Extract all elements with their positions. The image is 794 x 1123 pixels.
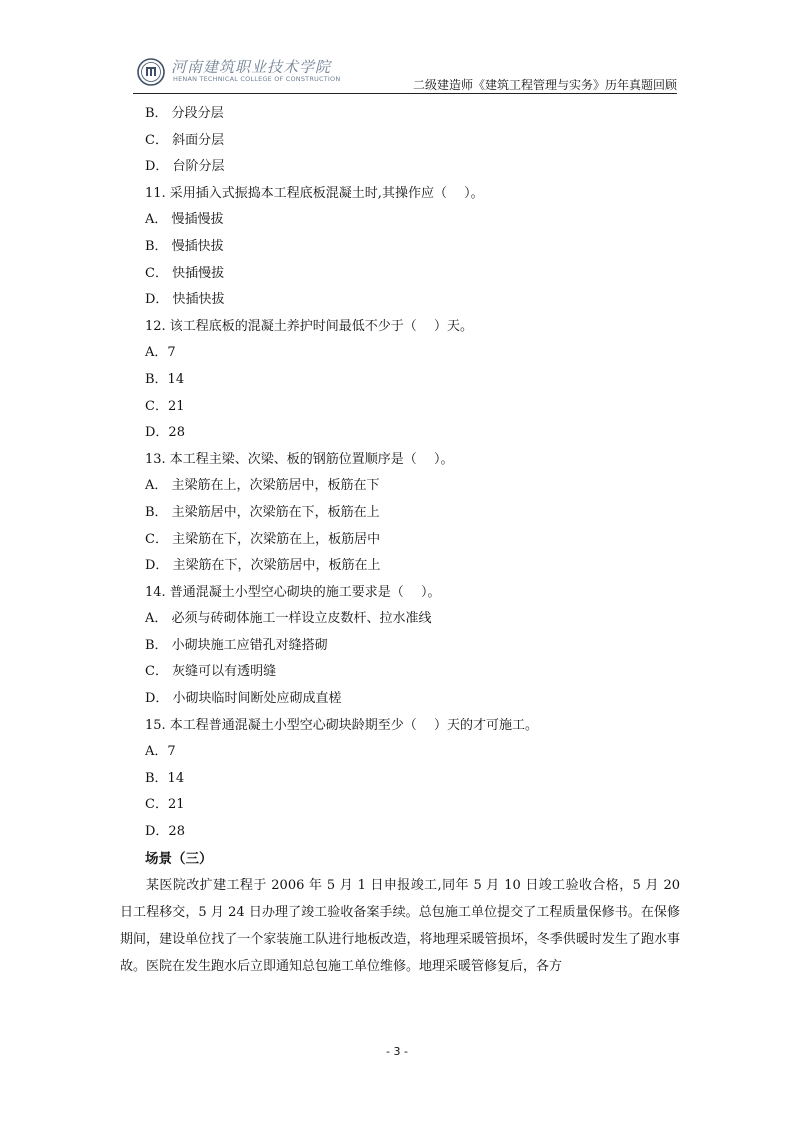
question-11: 11. 采用插入式振捣本工程底板混凝土时,其操作应（ ）。 — [145, 185, 484, 201]
paragraph-text: 某医院改扩建工程于 2006 年 5 月 1 日申报竣工,同年 5 月 10 日竣工验收合格，5 月 20 日工程移交，5 月 24 日办理了竣工验收备案手续。总包施工单位提交了工程质量保修书。在保修期间，建设单位找了一个家装施工队进行地板改造，将地理采暖管损坏，冬季供暖时发生了跑水事故。医院在发生跑水后立即通知总包施工单位维修。地理采暖管修复后，各方 — [120, 878, 680, 974]
option-line: B． 主梁筋居中，次梁筋在下，板筋在上 — [145, 504, 380, 520]
option-line: B． 分段分层 — [145, 106, 224, 121]
option-line: D． 主梁筋在下，次梁筋居中，板筋在上 — [145, 558, 381, 574]
option-line: B． 小砌块施工应错孔对缝搭砌 — [145, 637, 328, 653]
document-title: 二级建造师《建筑工程管理与实务》历年真题回顾 — [412, 78, 677, 92]
page-header — [133, 52, 677, 94]
option-line: B． 慢插快拔 — [145, 238, 224, 254]
question-15: 15. 本工程普通混凝土小型空心砌块龄期至少（ ）天的才可施工。 — [145, 717, 538, 733]
option-line: D．28 — [145, 824, 185, 840]
option-line: C． 主梁筋在下，次梁筋在上，板筋居中 — [145, 531, 381, 547]
scene-paragraph — [120, 872, 680, 980]
question-13: 13. 本工程主梁、次梁、板的钢筋位置顺序是（ ）。 — [145, 451, 454, 467]
option-line: C．21 — [145, 797, 185, 813]
question-list — [145, 101, 685, 872]
header-divider — [133, 93, 677, 94]
option-line: D．28 — [145, 425, 185, 441]
option-line: A． 必须与砖砌体施工一样设立皮数杆、拉水准线 — [145, 611, 432, 627]
option-line: B．14 — [145, 770, 185, 786]
question-14: 14. 普通混凝土小型空心砌块的施工要求是（ ）。 — [145, 584, 441, 600]
option-line: D． 小砌块临时间断处应砌成直槎 — [145, 691, 342, 707]
question-12: 12. 该工程底板的混凝土养护时间最低不少于（ ）天。 — [145, 318, 473, 334]
page-number: - 3 - — [386, 1045, 408, 1058]
option-line: A． 慢插慢拔 — [145, 212, 224, 228]
option-line: C． 灰缝可以有透明缝 — [145, 664, 277, 680]
option-line: B．14 — [145, 371, 185, 387]
option-line: D． 台阶分层 — [145, 159, 225, 175]
option-line: C． 斜面分层 — [145, 132, 225, 148]
logo-school-name-en: HENAN TECHNICAL COLLEGE OF CONSTRUCTION — [173, 75, 341, 83]
option-line: D． 快插快拔 — [145, 292, 225, 308]
option-line: A．7 — [145, 345, 176, 361]
college-seal-icon — [137, 58, 165, 86]
logo-school-name-cn: 河南建筑职业技术学院 — [171, 58, 332, 76]
option-line: C．21 — [145, 398, 185, 414]
option-line: A．7 — [145, 744, 176, 760]
option-line: C． 快插慢拔 — [145, 265, 225, 281]
scene-heading: 场景（三） — [145, 850, 213, 867]
option-line: A． 主梁筋在上，次梁筋居中，板筋在下 — [145, 478, 380, 494]
